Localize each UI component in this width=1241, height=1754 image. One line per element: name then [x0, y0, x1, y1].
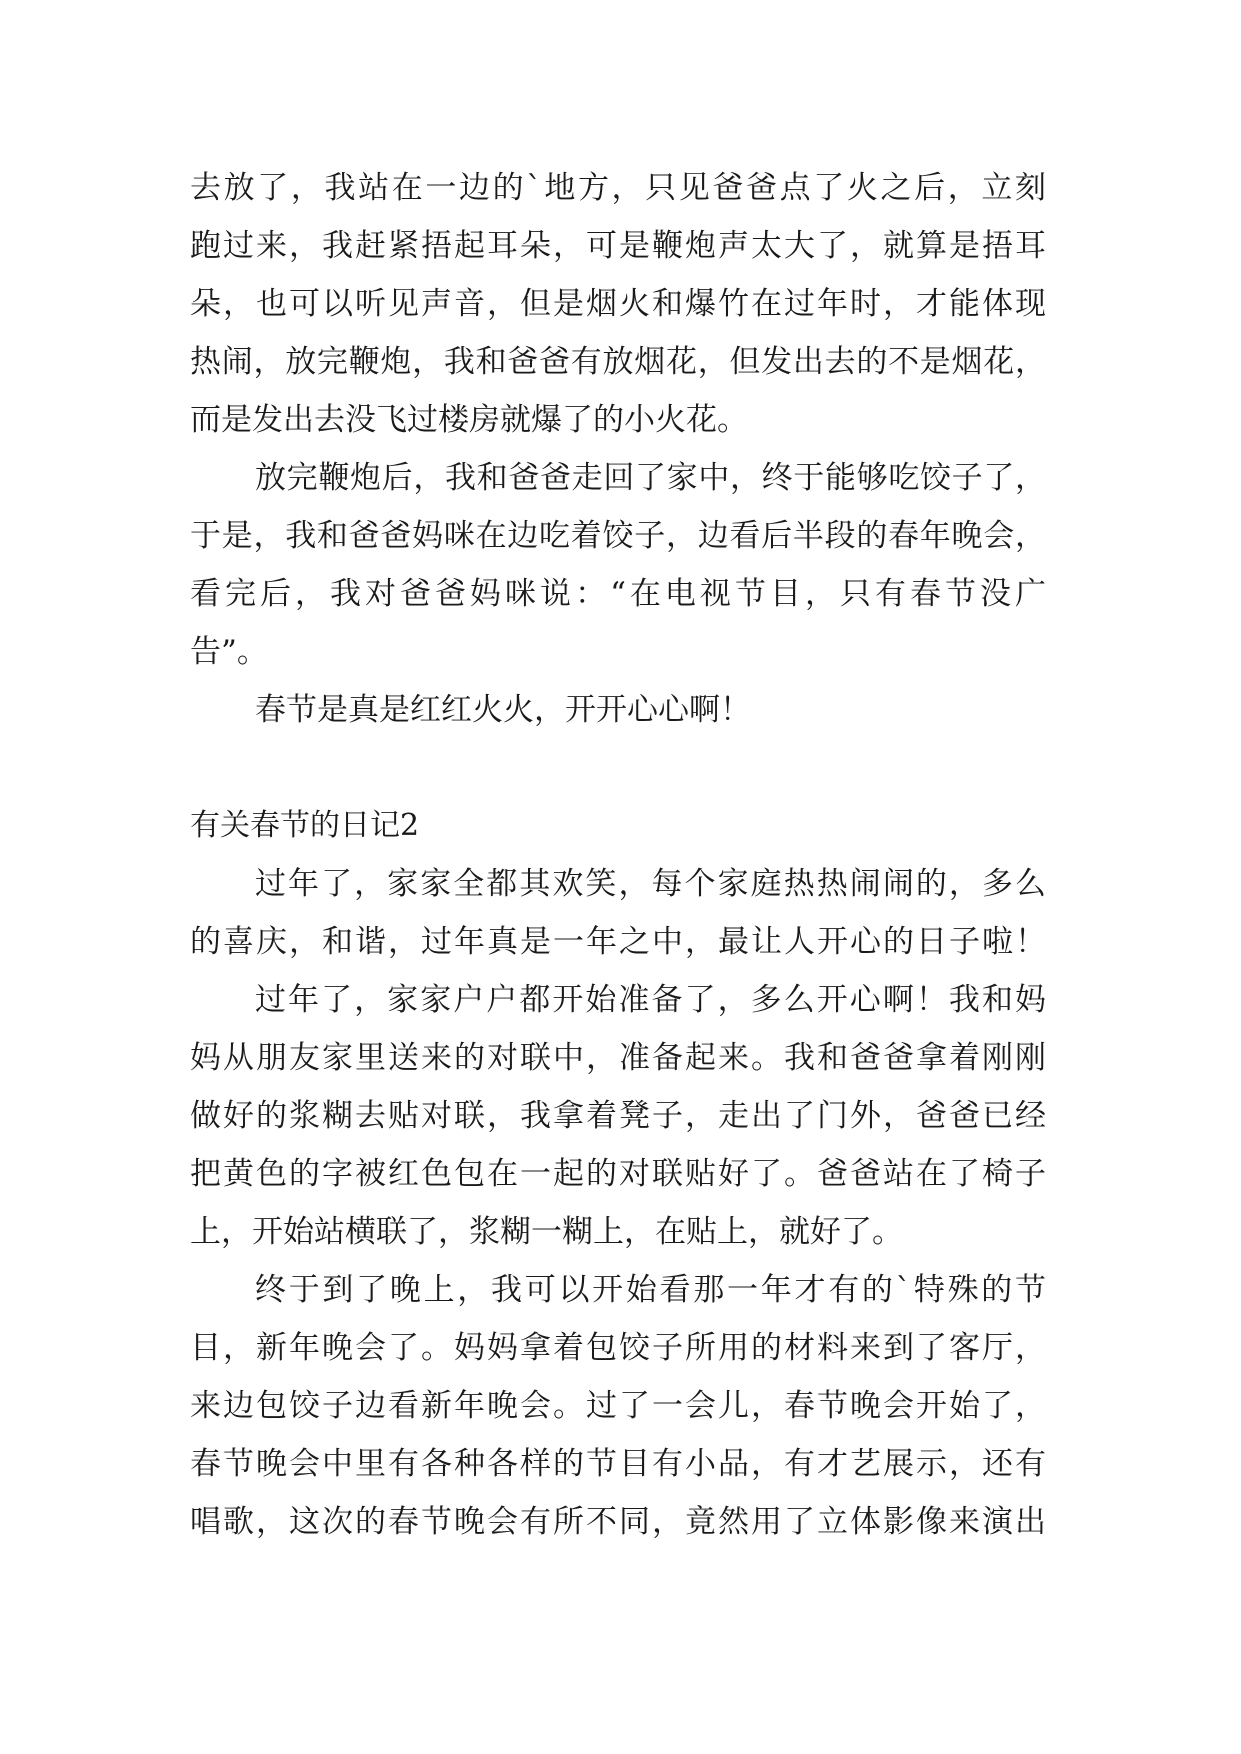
- text-line: 去放了，我站在一边的`地方，只见爸爸点了火之后，立刻: [190, 170, 1046, 206]
- text-line: 看完后，我对爸爸妈咪说：“在电视节目，只有春节没广: [190, 576, 1046, 612]
- text-line: 热闹，放完鞭炮，我和爸爸有放烟花，但发出去的不是烟花，: [190, 344, 1046, 380]
- section-title: 有关春节的日记2: [190, 808, 420, 843]
- text-line: 而是发出去没飞过楼房就爆了的小火花。: [190, 402, 748, 438]
- text-line: 告”。: [190, 634, 268, 670]
- text-line: 朵，也可以听见声音，但是烟火和爆竹在过年时，才能体现: [190, 286, 1046, 322]
- text-line: 来边包饺子边看新年晚会。过了一会儿，春节晚会开始了，: [190, 1388, 1046, 1424]
- text-line: 上，开始站横联了，浆糊一糊上，在贴上，就好了。: [190, 1214, 903, 1250]
- text-line: 春节晚会中里有各种各样的节目有小品，有才艺展示，还有: [190, 1446, 1046, 1482]
- text-line: 跑过来，我赶紧捂起耳朵，可是鞭炮声太大了，就算是捂耳: [190, 228, 1046, 264]
- text-line: 唱歌，这次的春节晚会有所不同，竟然用了立体影像来演出: [190, 1504, 1046, 1540]
- text-line: 终于到了晚上，我可以开始看那一年才有的`特殊的节: [255, 1272, 1046, 1308]
- text-line: 妈从朋友家里送来的对联中，准备起来。我和爸爸拿着刚刚: [190, 1040, 1046, 1076]
- text-line: 过年了，家家户户都开始准备了，多么开心啊！我和妈: [255, 982, 1046, 1018]
- text-line: 目，新年晚会了。妈妈拿着包饺子所用的材料来到了客厅，: [190, 1330, 1046, 1366]
- text-line: 的喜庆，和谐，过年真是一年之中，最让人开心的日子啦！: [190, 924, 1046, 960]
- text-line: 于是，我和爸爸妈咪在边吃着饺子，边看后半段的春年晚会，: [190, 518, 1046, 554]
- text-line: 春节是真是红红火火，开开心心啊！: [255, 692, 751, 728]
- text-line: 做好的浆糊去贴对联，我拿着凳子，走出了门外，爸爸已经: [190, 1098, 1046, 1134]
- text-line: 过年了，家家全都其欢笑，每个家庭热热闹闹的，多么: [255, 866, 1046, 902]
- text-line: 放完鞭炮后，我和爸爸走回了家中，终于能够吃饺子了，: [255, 460, 1046, 496]
- text-line: 把黄色的字被红色包在一起的对联贴好了。爸爸站在了椅子: [190, 1156, 1046, 1192]
